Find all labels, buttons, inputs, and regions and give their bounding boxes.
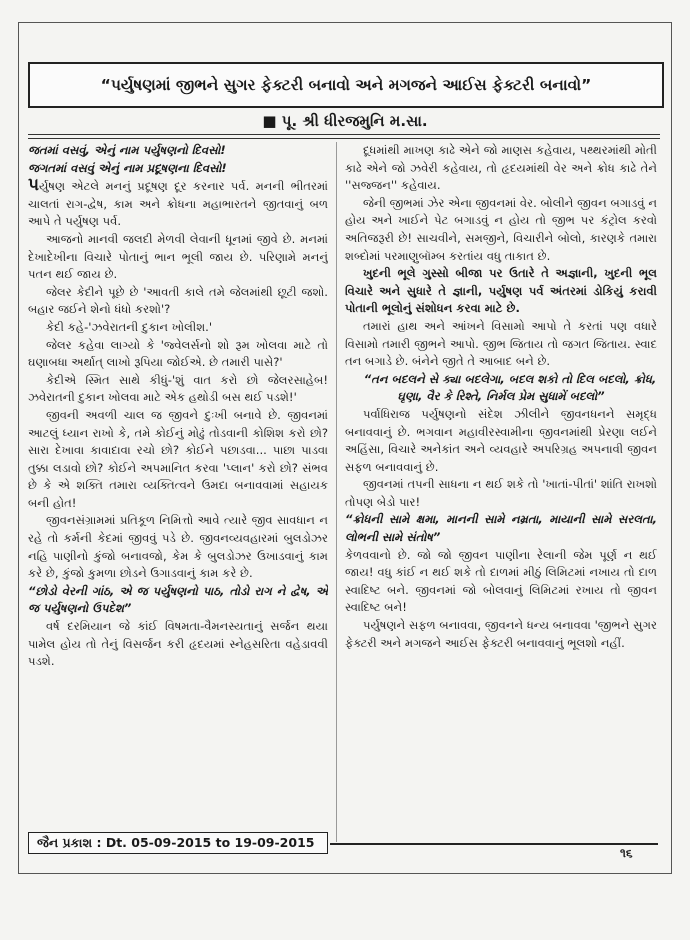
- paragraph: આજનો માનવી જલદી મેળવી લેવાની ધૂનમાં જીવે છે. મનમાં દેખાદેખીના વિચારે પોતાનું ભાન ભૂલી જાય છે. પરિણામે મનનું પતન થઈ જાય છે.: [28, 231, 328, 282]
- paragraph: જીવનમાં તપની સાધના ન થઈ શકે તો 'ખાતાં-પીતાં' શાંતિ રાખશો તોપણ બેડો પાર!: [345, 477, 657, 509]
- page-number: ૧૬: [620, 846, 633, 860]
- paragraph: પર્વાધિરાજ પર્યુષણનો સંદેશ ઝીલીને જીવનધનને સમૃદ્ધ બનાવવાનું છે. ભગવાન મહાવીરસ્વામીના જીવનમાંથી પ્રેરણા લઈને અહિંસા, વિચારે અનેકાંત અને વ્યવહારે અપરિગ્રહ અપનાવી જીવન સફળ બનાવવાનું છે.: [345, 406, 657, 474]
- paragraph: કેદીએ સ્મિત સાથે કીધું-'શું વાત કરો છો જેલરસાહેબ! ઝવેરાતની દુકાન ખોલવા માટે એક હથોડી બસ થઈ પડશે!': [28, 372, 328, 405]
- paragraph-text: ર્યુષણ એટલે મનનું પ્રદૂષણ દૂર કરનાર પર્વ. મનની ભીતરમાં ચાલતાં રાગ-દ્વેષ, કામ અને ક્રોધના મહાભારતને જીતવાનું બળ આપે તે પર્યુષણ પર્વ.: [28, 179, 328, 229]
- intro-line-1: જતમાં વસવું, એનું નામ પર્યુષણનો દિવસો!: [28, 143, 226, 157]
- paragraph: જીવનસંગ્રામમાં પ્રતિકૂળ નિમિત્તો આવે ત્યારે જીવ સાવધાન ન રહે તો કર્મની કેદમાં જીવવું પડે છે. જીવનવ્યવહારમાં બુલડોઝર નહિ પાણીનો કુંજો બનાવજો, કેમ કે બુલડોઝર ઉખાડવાનું કામ કરે છે, કુંજો કુમળા છોડને ઉગાડવાનું કામ કરે છે.: [28, 513, 328, 581]
- paragraph: ખુદની ભૂલે ગુસ્સો બીજા પર ઉતારે તે અજ્ઞાની, ખુદની ભૂલ વિચારે અને સુધારે તે જ્ઞાની, પર્યુષણ પર્વ અંતરમાં ડોકિયું કરાવી પોતાની ભૂલોનું સંશોધન કરવા માટે છે.: [345, 266, 657, 316]
- quote: “છોડો વેરની ગાંઠ, એ જ પર્યુષણનો પાઠ, તોડો રાગ ને દ્વેષ, એ જ પર્યુષણનો ઉપદેશ”: [28, 583, 328, 616]
- intro-line-2: જગતમાં વસવું એનું નામ પ્રદૂષણના દિવસો!: [28, 160, 227, 175]
- footer-label: જૈન પ્રકાશ : Dt. 05-09-2015 to 19-09-2015: [28, 832, 328, 854]
- paragraph: જેની જીભમાં ઝેર એના જીવનમાં વેર. બોલીને જીવન બગાડવું ન હોય અને ખાઈને પેટ બગાડવું ન હોય તો જીભ પર કંટ્રોલ કરવો અતિજરૂરી છે! સાચવીને, સમજીને, વિચારીને બોલો, કારણકે તમારા શબ્દોમાં પરમાણુબૉમ્બ કરતાંય વધુ તાકાત છે.: [345, 195, 657, 263]
- paragraph: વર્ષ દરમિયાન જે કાંઈ વિષમતા-વૈમનસ્યતાનું સર્જન થયા પામેલ હોય તો તેનું વિસર્જન કરી હૃદયમાં સ્નેહસરિતા વહેડાવવી પડશે.: [28, 619, 328, 669]
- paragraph: પર્યુષણને સફળ બનાવવા, જીવનને ધન્ય બનાવવા 'જીભને સુગર ફેક્ટરી અને મગજને આઈસ ફેક્ટરી બનાવવાનું ભૂલશો નહીં.: [345, 618, 657, 650]
- paragraph: જીવની અવળી ચાલ જ જીવને દુઃખી બનાવે છે. જીવનમાં આટલું ધ્યાન રાખો કે, તમે કોઈનું મોઢું તોડવાની કોશિશ કરો છો? સારા દેખાવા કાવાદાવા રચો છો? કોઈને પછાડવા... પાછા પાડવા તુક્કા લડાવો છો? કોઈને અપમાનિત કરવા 'પ્લાન' કરો છો? સંભવ છે કે એ શક્તિ તમારા વ્યક્તિત્વને ઉમદા બનાવવામાં સહાયક બની હોત!: [28, 407, 328, 510]
- author-line: ■ પૂ. શ્રી ધીરજમુનિ મ.સા.: [262, 112, 428, 130]
- header-rule: [28, 134, 660, 139]
- right-column: [345, 142, 657, 842]
- footer-rule: [330, 843, 658, 845]
- paragraph: જેલર કહેવા લાગ્યો કે 'જ્વેલર્સનો શો રૂમ ખોલવા માટે તો ઘણાબધા અર્થાત્ લાખો રૂપિયા જોઈએ. છે તમારી પાસે?': [28, 337, 328, 370]
- left-column: [28, 142, 328, 842]
- column-divider: [336, 142, 337, 842]
- drop-cap: પ: [28, 175, 40, 196]
- paragraph: તમારાં હાથ અને આંખને વિસામો આપો તે કરતાં પણ વધારે વિસામો તમારી જીભને આપો. જીભ જિતાય તો જગત જિતાય. સ્વાદ તન બગાડે છે. બંનેને જીતે તે આબાદ બને છે.: [345, 318, 657, 369]
- quote: “ક્રોધની સામે ક્ષમા, માનની સામે નમ્રતા, માયાની સામે સરલતા, લોભની સામે સંતોષ”: [345, 512, 657, 545]
- verse-quote: “તન બદલને સે ક્યા બદલેગા, બદલ શકો તો દિલ બદલો, ક્રોધ, ઘૃણા, વૈર કે રિશ્તે, નિર્મલ પ્રેમ સુધામેં બદલો”: [363, 371, 657, 404]
- paragraph: [28, 177, 328, 231]
- paragraph: કેદી કહે-'ઝવેરાતની દુકાન ખોલીશ.': [46, 319, 213, 334]
- article-title: [28, 62, 664, 108]
- paragraph: જેલર કેદીને પૂછે છે 'આવતી કાલે તમે જેલમાંથી છૂટી જશો. બહાર જઈને શેનો ધંધો કરશો'?: [28, 284, 328, 317]
- paragraph: દૂધમાંથી માખણ કાઢે એને જો માણસ કહેવાય, પથ્થરમાંથી મોતી કાઢે એને જો ઝવેરી કહેવાય, તો હૃદયમાંથી વેર અને ક્રોધ કાઢે તેને ''સજ્જન'' કહેવાય.: [345, 143, 657, 193]
- article-title-text: “પર્યુષણમાં જીભને સુગર ફેક્ટરી બનાવો અને મગજને આઈસ ફેક્ટરી બનાવો”: [100, 75, 592, 94]
- paragraph: કેળવવાનો છે. જો જો જીવન પાણીના રેલાની જેમ પૂર્ણ ન થઈ જાય! વધુ કાંઈ ન થઈ શકે તો દાળમાં મીઠું લિમિટમાં નખાય તો દાળ સ્વાદિષ્ટ બને. જીવનમાં જો બોલવાનું લિમિટમાં રખાય તો જીવન સ્વાદિષ્ટ બને!: [345, 547, 657, 615]
